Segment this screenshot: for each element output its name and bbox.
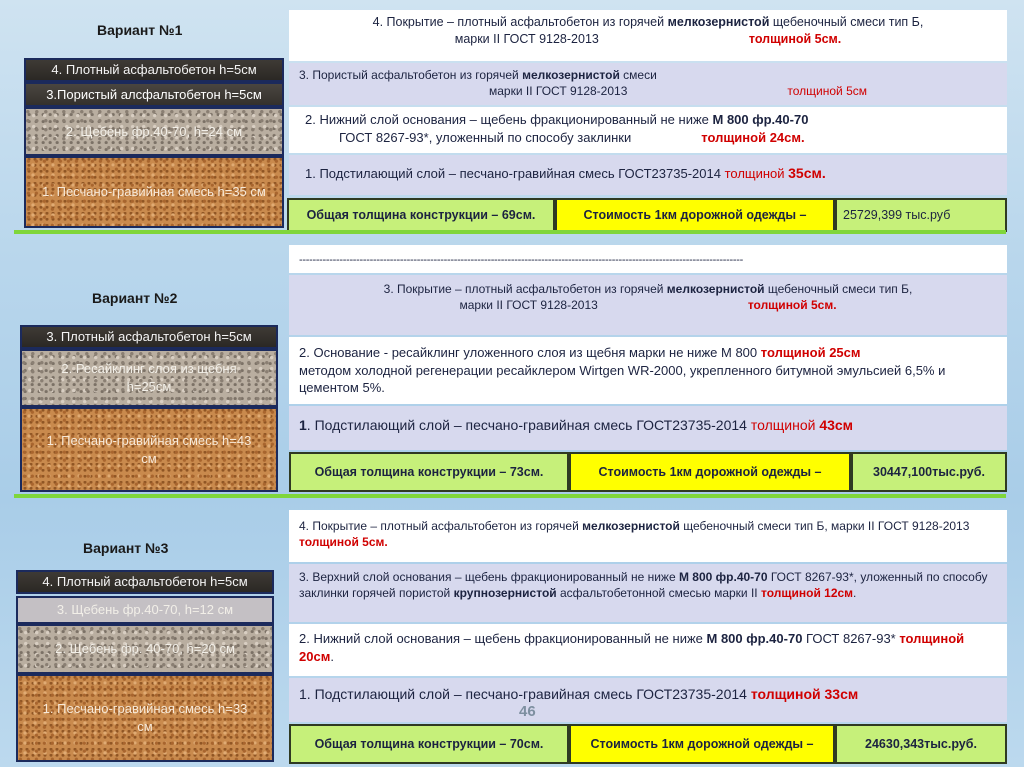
v1-r3-text-d: марки II ГОСТ 9128-2013 <box>489 84 628 99</box>
v1-r3-text-a: 3. Пористый асфальтобетон из горячей <box>299 68 523 82</box>
v3-r4-thickness: толщиной 5см. <box>299 535 388 550</box>
v2-r2-thickness: толщиной 25см <box>760 345 861 360</box>
v2-r2-text-c: методом холодной регенерации ресайклером Wirtgen WR-2000, укрепленного битумной эмульсией 6,5% и цементом 5%. <box>299 362 946 396</box>
v1-r1-text-a: 1. Подстилающий слой – песчано-гравийная смесь ГОСТ23735-2014 <box>305 166 725 181</box>
v1-layer-1-sand-gravel: 1. Песчано-гравийная смесь h=35 см <box>24 156 284 228</box>
v2-cost-label: Стоимость 1км дорожной одежды – <box>569 452 851 492</box>
variant-3-title: Вариант №3 <box>83 540 169 556</box>
v1-r2-text-a: 2. Нижний слой основания – щебень фракционированный не ниже <box>305 112 713 127</box>
v2-r3-text-d: марки II ГОСТ 9128-2013 <box>459 298 598 313</box>
v2-dashed-divider: ------------------------------------------------------------------------------------------------------------------------------------ <box>289 245 1007 273</box>
v2-layer-2-recycling: 2. Ресайклинг слоя из щебня h=25см <box>20 349 278 407</box>
v3-r1-thickness: толщиной 33см <box>750 686 859 702</box>
v1-row-layer-2 <box>289 107 1007 153</box>
v2-total-thickness: Общая толщина конструкции – 73см. <box>289 452 569 492</box>
v3-r2-thickness: толщиной 20см <box>299 631 965 664</box>
v2-row-layer-3 <box>289 275 1007 335</box>
v3-layer-2-crushed-stone: 2. Щебень фр. 40-70, h=20 см <box>16 624 274 674</box>
separator-1 <box>14 230 1006 234</box>
v3-cost-label: Стоимость 1км дорожной одежды – <box>569 724 835 764</box>
v3-layer-4-dense-asphalt: 4. Плотный асфальтобетон h=5см <box>16 570 274 594</box>
v1-row-layer-1 <box>289 155 1007 195</box>
v3-r3-text-b: М 800 фр.40-70 <box>678 570 768 584</box>
v2-r2-text-a: 2. Основание - ресайклинг уложенного слоя из щебня марки не ниже М 800 <box>299 345 761 360</box>
v2-row-layer-1 <box>289 406 1007 450</box>
v1-cost-value: 25729,399 тыс.руб <box>835 198 1007 232</box>
v2-row-layer-2 <box>289 337 1007 404</box>
v2-r1-text-a: 1 <box>299 417 307 433</box>
variant-1-title: Вариант №1 <box>97 22 183 38</box>
v1-cost-label: Стоимость 1км дорожной одежды – <box>555 198 835 232</box>
v3-total-thickness: Общая толщина конструкции – 70см. <box>289 724 569 764</box>
v2-r3-text-c: щебеночный смеси тип Б, <box>764 282 913 296</box>
v1-r3-text-c: смеси <box>619 68 657 82</box>
v1-layer-2-crushed-stone: 2. Щебень фр.40-70, h=24 см <box>24 107 284 156</box>
v3-r4-text-a: 4. Покрытие – плотный асфальтобетон из горячей <box>299 519 583 533</box>
v3-r3-text-c: ГОСТ 8267-93*, уложенный по способу заклинки горячей пористой <box>299 570 988 601</box>
v1-r4-text-a: 4. Покрытие – плотный асфальтобетон из горячей <box>372 15 668 29</box>
v3-r3-text-d: крупнозернистой <box>453 586 557 601</box>
v3-row-layer-1 <box>289 678 1007 722</box>
v1-r3-thickness: толщиной 5см <box>787 84 867 99</box>
v1-row-layer-4 <box>289 10 1007 61</box>
v1-r2-text-c: ГОСТ 8267-93*, уложенный по способу заклинки <box>339 129 632 145</box>
v3-r3-thickness: толщиной 12см <box>760 586 854 601</box>
v3-cost-value: 24630,343тыс.руб. <box>835 724 1007 764</box>
v1-r2-text-b: М 800 фр.40-70 <box>712 112 809 127</box>
v3-r3-text-e: асфальтобетонной смесью марки II <box>556 586 761 601</box>
separator-2 <box>14 494 1006 498</box>
variant-2-title: Вариант №2 <box>92 290 178 306</box>
v3-r2-text-b: М 800 фр.40-70 <box>706 631 803 646</box>
v2-r3-text-a: 3. Покрытие – плотный асфальтобетон из горячей <box>383 282 667 296</box>
v1-r4-text-c: щебеночный смеси тип Б, <box>769 15 924 29</box>
v3-r3-text-g: . <box>853 586 857 601</box>
v3-row-layer-2 <box>289 624 1007 676</box>
v2-r3-text-b: мелкозернистой <box>666 282 765 296</box>
v1-r4-thickness: толщиной 5см. <box>748 31 842 46</box>
v2-layer-1-sand-gravel: 1. Песчано-гравийная смесь h=43 см <box>20 407 278 492</box>
v1-r3-text-b: мелкозернистой <box>522 68 620 82</box>
v3-row-layer-4 <box>289 510 1007 562</box>
v3-layer-3-crushed-stone: 3. Щебень фр.40-70, h=12 см <box>16 596 274 624</box>
v2-r1-thickness: 43см <box>819 417 854 433</box>
v2-r3-thickness: толщиной 5см. <box>747 298 837 313</box>
v2-r1-text-b: . Подстилающий слой – песчано-гравийная смесь ГОСТ23735-2014 <box>306 417 751 433</box>
v3-r2-text-e: . <box>330 648 334 664</box>
v3-r4-text-b: мелкозернистой <box>582 519 680 533</box>
v2-cost-value: 30447,100тыс.руб. <box>851 452 1007 492</box>
v1-layer-3-porous-asphalt: 3.Пористый алсфальтобетон h=5см <box>24 82 284 107</box>
v3-r4-text-c: щебеночный смеси тип Б, марки II ГОСТ 9128-2013 <box>679 519 970 533</box>
v3-r2-text-a: 2. Нижний слой основания – щебень фракционированный не ниже <box>299 631 707 646</box>
v3-r3-text-a: 3. Верхний слой основания – щебень фракционированный не ниже <box>299 570 679 584</box>
v2-layer-3-dense-asphalt: 3. Плотный асфальтобетон h=5см <box>20 325 278 349</box>
v3-layer-1-sand-gravel: 1. Песчано-гравийная смесь h=33 см <box>16 674 274 762</box>
v1-r1-thickness: 35см. <box>788 165 826 181</box>
v1-total-thickness: Общая толщина конструкции – 69см. <box>287 198 555 232</box>
v1-r4-text-d: марки II ГОСТ 9128-2013 <box>454 31 599 46</box>
v1-layer-4-dense-asphalt: 4. Плотный асфальтобетон h=5см <box>24 58 284 82</box>
v3-row-layer-3 <box>289 564 1007 622</box>
v1-r2-thickness: толщиной 24см. <box>701 129 805 145</box>
v1-r4-text-b: мелкозернистой <box>667 15 770 29</box>
v1-r1-text-b: толщиной <box>724 166 789 181</box>
v3-r1-text-a: 1. Подстилающий слой – песчано-гравийная смесь ГОСТ23735-2014 <box>299 686 751 702</box>
v3-r2-text-c: ГОСТ 8267-93* <box>802 631 900 646</box>
v1-row-layer-3 <box>289 63 1007 105</box>
page-number: 46 <box>519 703 536 720</box>
v2-r1-text-c: толщиной <box>750 417 820 433</box>
